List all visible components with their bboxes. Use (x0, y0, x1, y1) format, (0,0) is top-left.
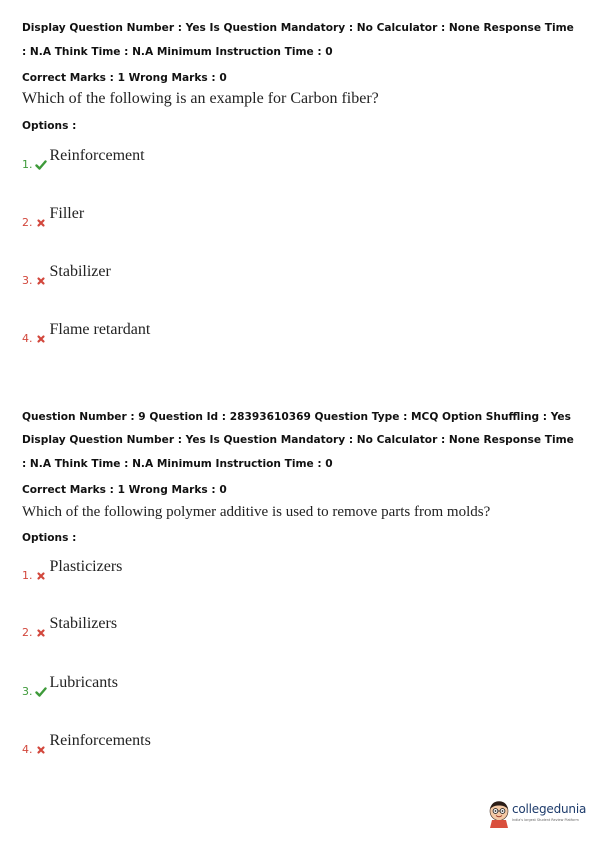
check-icon (35, 159, 47, 171)
q1-question-text: Which of the following is an example for Carbon fiber? (22, 90, 379, 107)
option-number: 1. (22, 158, 33, 171)
q2-header: Question Number : 9 Question Id : 28393610369 Question Type : MCQ Option Shuffling : Yes (22, 411, 571, 423)
q1-options-label: Options : (22, 120, 77, 132)
collegedunia-logo (488, 800, 588, 832)
q2-option-2 (22, 617, 422, 639)
option-number: 4. (22, 743, 33, 756)
q1-meta-line2: : N.A Think Time : N.A Minimum Instruction Time : 0 (22, 46, 333, 58)
q2-meta-line1: Display Question Number : Yes Is Question Mandatory : No Calculator : None Response Time (22, 434, 574, 446)
option-text: Reinforcement (49, 147, 145, 164)
cross-icon (35, 744, 47, 756)
option-text: Stabilizers (49, 615, 118, 632)
option-text: Flame retardant (49, 321, 151, 338)
q1-meta-line1: Display Question Number : Yes Is Question Mandatory : No Calculator : None Response Time (22, 22, 574, 34)
option-text: Reinforcements (49, 732, 151, 749)
option-number: 1. (22, 569, 33, 582)
q1-option-1 (22, 149, 422, 171)
option-text: Stabilizer (49, 263, 111, 280)
q1-option-2 (22, 207, 422, 229)
option-number: 2. (22, 626, 33, 639)
logo-wordmark: collegedunia (512, 802, 587, 816)
q1-option-4 (22, 323, 422, 345)
check-icon (35, 686, 47, 698)
q2-options-label: Options : (22, 532, 77, 544)
cross-icon (35, 570, 47, 582)
logo-tagline: India's largest Student Review Platform (512, 818, 579, 822)
option-number: 4. (22, 332, 33, 345)
q1-marks: Correct Marks : 1 Wrong Marks : 0 (22, 72, 227, 84)
option-number: 2. (22, 216, 33, 229)
cross-icon (35, 627, 47, 639)
option-text: Plasticizers (49, 558, 123, 575)
cross-icon (35, 275, 47, 287)
option-text: Lubricants (49, 674, 118, 691)
q2-marks: Correct Marks : 1 Wrong Marks : 0 (22, 484, 227, 496)
q1-option-3 (22, 265, 422, 287)
cross-icon (35, 217, 47, 229)
option-number: 3. (22, 274, 33, 287)
option-number: 3. (22, 685, 33, 698)
q2-question-text: Which of the following polymer additive is used to remove parts from molds? (22, 504, 491, 520)
student-mascot-icon (488, 800, 510, 832)
q2-meta-line2: : N.A Think Time : N.A Minimum Instruction Time : 0 (22, 458, 333, 470)
q2-option-1 (22, 560, 422, 582)
q2-option-3 (22, 676, 422, 698)
option-text: Filler (49, 205, 85, 222)
q2-option-4 (22, 734, 422, 756)
cross-icon (35, 333, 47, 345)
